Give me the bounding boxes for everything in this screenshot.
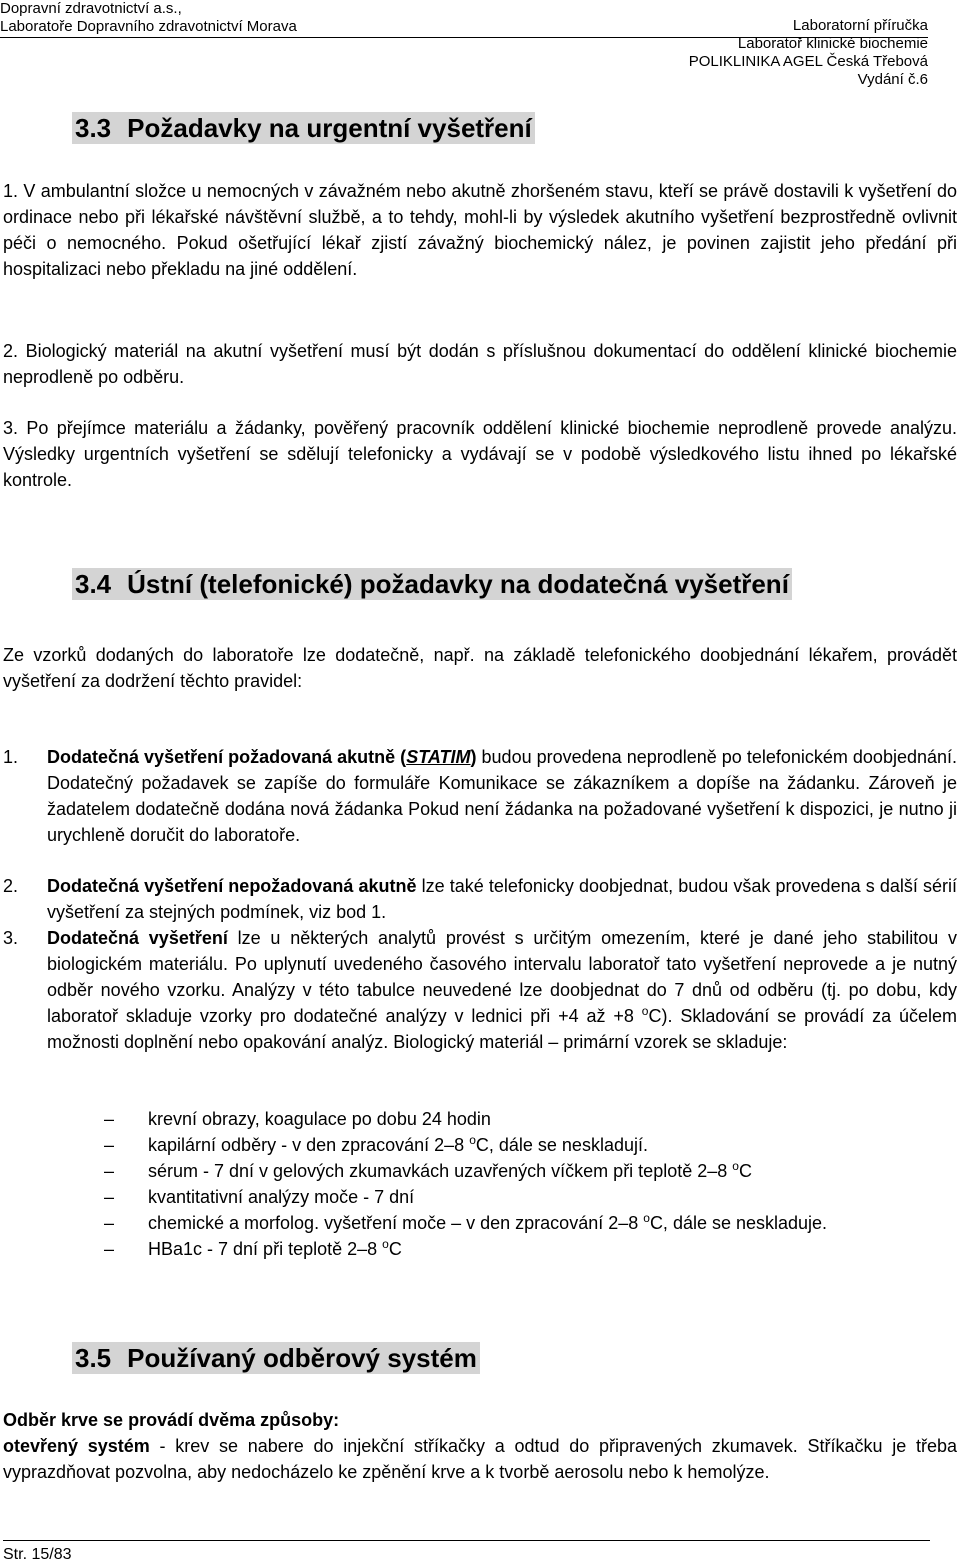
storage-item (104, 1184, 956, 1210)
paragraph-open-system (3, 1433, 957, 1485)
list-number: 3. (3, 928, 19, 948)
list-number: 1. (3, 747, 19, 767)
section-heading-3-4 (72, 568, 792, 600)
header-department: Laboratoř klinické biochemie (737, 35, 928, 52)
list-item-2 (3, 873, 957, 925)
section-number: 3.4 (75, 569, 112, 599)
dash-bullet: – (104, 1213, 115, 1233)
storage-item (104, 1236, 956, 1262)
list-item-3 (3, 925, 957, 1055)
storage-text-cont: C (388, 1239, 402, 1259)
storage-text: sérum - 7 dní v gelových zkumavkách uzavřených víčkem při teplotě 2–8 (148, 1161, 733, 1181)
header-lab: Laboratoře Dopravního zdravotnictví Morava (0, 18, 297, 35)
header-left (0, 0, 297, 36)
header-handbook: Laboratorní příručka (792, 17, 928, 34)
storage-item (104, 1210, 956, 1236)
dash-bullet: – (104, 1161, 115, 1181)
storage-text: chemické a morfolog. vyšetření moče – v den zpracování 2–8 (148, 1213, 644, 1233)
item-text: lze u některých analytů provést s určitým omezením, které je dané jeho stabilitou v biologickém materiálu. Po uplynutí uvedeného časového intervalu laboratoř tato vyšetření neprovede a je nutný odběr nového vzorku. Analýzy v této tabulce neuvedené lze doobjednat do 7 dnů od odběru (tj. po dobu, kdy laboratoř skladuje vzorky pro dodatečné analýzy v lednici při +4 až +8 (47, 928, 957, 1026)
storage-text-cont: C, dále se neskladuje. (649, 1213, 828, 1233)
section-title: Požadavky na urgentní vyšetření (127, 113, 532, 143)
header-clinic: POLIKLINIKA AGEL Česká Třebová (688, 53, 928, 70)
storage-text-cont: C (738, 1161, 752, 1181)
item-bold: Dodatečná vyšetření (47, 928, 228, 948)
header-company: Dopravní zdravotnictví a.s., (0, 0, 182, 17)
degree-sup: o (732, 1159, 739, 1173)
open-system-text: - krev se nabere do injekční stříkačky a odtud do připravených zkumavek. Stříkačku je třeba vyprazdňovat pozvolna, aby nedocházelo ke zpěnění krve a k tvorbě aerosolu nebo k hemolýze. (3, 1436, 957, 1482)
section-heading-3-5 (72, 1342, 480, 1374)
item-text-cont: C). Skladování se provádí za účelem možnosti doplnění nebo opakování analýz. Biologický materiál – primární vzorek se skladuje: (47, 1006, 957, 1052)
storage-text-cont: C, dále se neskladují. (475, 1135, 648, 1155)
page-number: Str. 15/83 (3, 1546, 72, 1563)
footer-divider (3, 1540, 930, 1541)
section-number: 3.5 (75, 1343, 112, 1373)
item-text: lze také telefonicky doobjednat, budou však provedena s další sérií vyšetření za stejných podmínek, viz bod 1. (47, 876, 957, 922)
storage-item (104, 1106, 956, 1132)
dash-bullet: – (104, 1135, 115, 1155)
list-number: 2. (3, 876, 19, 896)
section-number: 3.3 (75, 113, 112, 143)
item-bold: Dodatečná vyšetření nepožadovaná akutně (47, 876, 417, 896)
storage-text: kvantitativní analýzy moče - 7 dní (148, 1187, 415, 1207)
paragraph-urgent-1: 1. V ambulantní složce u nemocných v závažném nebo akutně zhoršeném stavu, kteří se právě dostavili k vyšetření do ordinace nebo při lékařské návštěvní službě, a to tehdy, mohl-li by výsledek akutního vyšetření bezprostředně ovlivnit péči o nemocného. Pokud ošetřující lékař zjistí závažný biochemický nález, je povinen zajistit jeho předání při hospitalizaci nebo překladu na jiné oddělení. (3, 181, 957, 279)
list-item-1 (3, 744, 957, 848)
degree-sup: o (382, 1237, 389, 1251)
degree-sup: o (643, 1211, 650, 1225)
item-bold-b: ) (470, 747, 477, 767)
open-system-label: otevřený systém (3, 1436, 150, 1456)
subheading-collection: Odběr krve se provádí dvěma způsoby: (3, 1410, 340, 1430)
section-title: Používaný odběrový systém (127, 1343, 477, 1373)
statim-label: STATIM (406, 747, 471, 767)
dash-bullet: – (104, 1187, 115, 1207)
storage-item (104, 1158, 956, 1184)
header-right (689, 17, 928, 89)
item-text: budou provedena neprodleně po telefonickém doobjednání. Dodatečný požadavek se zapíše do formuláře Komunikace se zákazníkem a dopíše na žádanku. Zároveň je žadatelem dodatečně dodána nová žádanka Pokud není žádanka na požadované vyšetření k dispozici, je nutno ji urychleně doručit do laboratoře. (47, 747, 958, 845)
dash-bullet: – (104, 1109, 115, 1129)
dash-bullet: – (104, 1239, 115, 1259)
storage-item (104, 1132, 956, 1158)
degree-sup: o (469, 1133, 476, 1147)
item-bold-a: Dodatečná vyšetření požadovaná akutně ( (47, 747, 407, 767)
storage-text: HBa1c - 7 dní při teplotě 2–8 (148, 1239, 383, 1259)
section-title: Ústní (telefonické) požadavky na dodatečná vyšetření (127, 569, 789, 599)
header-edition: Vydání č.6 (857, 71, 928, 88)
storage-list (104, 1106, 956, 1262)
degree-sup: o (641, 1004, 649, 1018)
section-heading-3-3 (72, 112, 535, 144)
paragraph-urgent-3: 3. Po přejímce materiálu a žádanky, pověřený pracovník oddělení klinické biochemie neprodleně provede analýzu. Výsledky urgentních vyšetření se sdělují telefonicky a vydávají se v podobě výsledkového listu ihned po lékařské kontrole. (3, 418, 957, 490)
storage-text: krevní obrazy, koagulace po dobu 24 hodin (148, 1109, 491, 1129)
storage-text: kapilární odběry - v den zpracování 2–8 (148, 1135, 470, 1155)
paragraph-intro: Ze vzorků dodaných do laboratoře lze dodatečně, např. na základě telefonického doobjednání lékařem, provádět vyšetření za dodržení těchto pravidel: (3, 645, 957, 691)
paragraph-urgent-2: 2. Biologický materiál na akutní vyšetření musí být dodán s příslušnou dokumentací do oddělení klinické biochemie neprodleně po odběru. (3, 341, 957, 387)
header-divider (0, 37, 928, 38)
